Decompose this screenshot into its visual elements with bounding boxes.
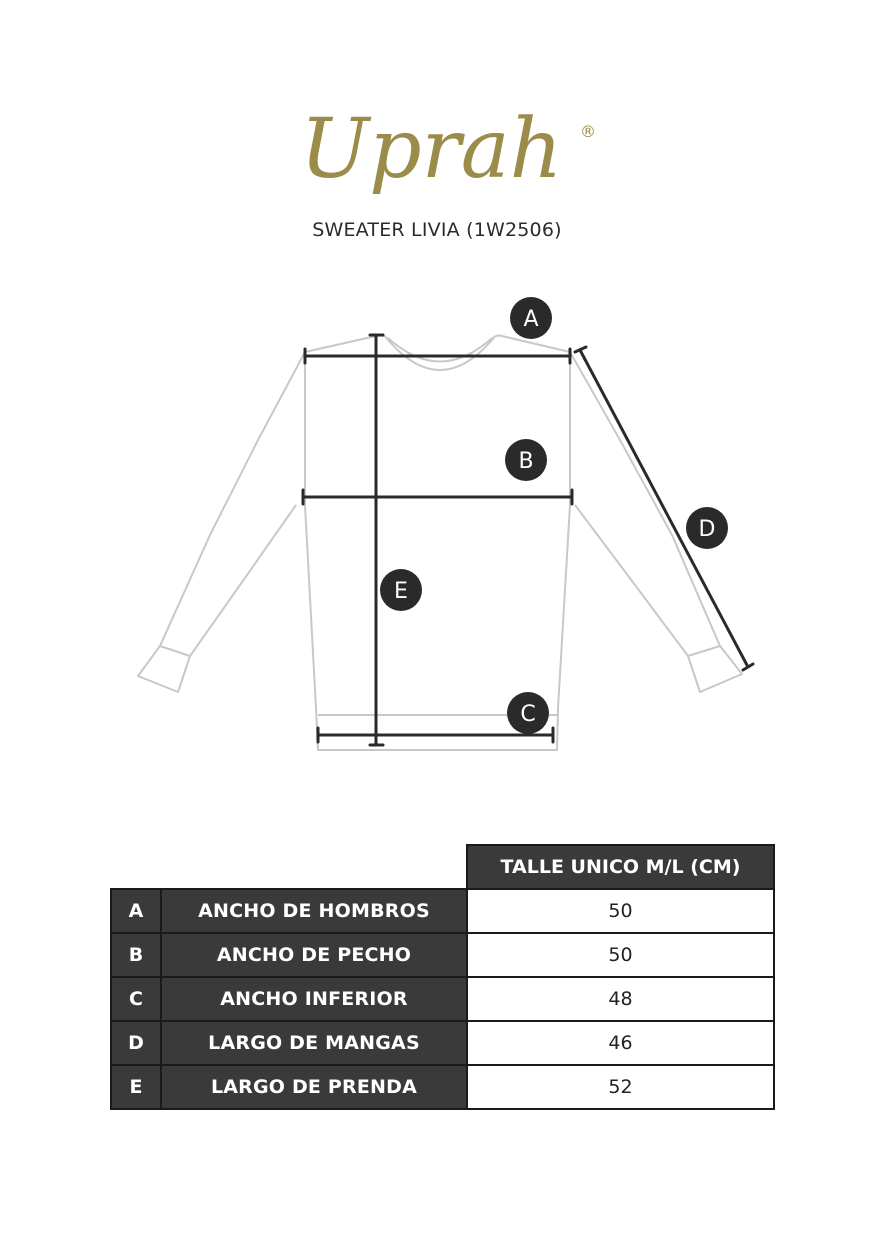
uprah-logo	[280, 95, 610, 210]
product-title: SWEATER LIVIA (1W2506)	[312, 219, 562, 241]
marker-a	[510, 297, 552, 339]
sweater-measurement-diagram	[0, 280, 874, 780]
row-letter: B	[111, 933, 161, 977]
row-label: ANCHO DE PECHO	[161, 933, 467, 977]
registered-mark-icon: ®	[580, 122, 596, 141]
svg-text:A: A	[523, 307, 539, 332]
row-label: LARGO DE PRENDA	[161, 1065, 467, 1109]
measure-line-d	[580, 350, 748, 667]
table-header-row	[111, 845, 774, 889]
row-value: 52	[467, 1065, 774, 1109]
table-row	[111, 1065, 774, 1109]
row-value: 46	[467, 1021, 774, 1065]
svg-text:E: E	[394, 579, 408, 604]
row-value: 48	[467, 977, 774, 1021]
row-letter: E	[111, 1065, 161, 1109]
svg-text:C: C	[520, 702, 536, 727]
row-letter: A	[111, 889, 161, 933]
table-header-spacer	[111, 845, 467, 889]
marker-b	[505, 439, 547, 481]
marker-d	[686, 507, 728, 549]
row-value: 50	[467, 889, 774, 933]
row-label: ANCHO INFERIOR	[161, 977, 467, 1021]
row-value: 50	[467, 933, 774, 977]
sweater-outline	[138, 336, 742, 751]
table-row	[111, 933, 774, 977]
row-letter: C	[111, 977, 161, 1021]
row-label: LARGO DE MANGAS	[161, 1021, 467, 1065]
table-row	[111, 889, 774, 933]
svg-text:D: D	[698, 517, 716, 542]
table-row	[111, 977, 774, 1021]
logo-wordmark: Uprah	[300, 102, 563, 197]
size-table	[110, 844, 775, 1110]
column-header-size: TALLE UNICO M/L (CM)	[467, 845, 774, 889]
measurement-lines	[303, 335, 753, 745]
marker-e	[380, 569, 422, 611]
row-letter: D	[111, 1021, 161, 1065]
marker-c	[507, 692, 549, 734]
row-label: ANCHO DE HOMBROS	[161, 889, 467, 933]
table-row	[111, 1021, 774, 1065]
svg-text:B: B	[518, 449, 534, 474]
